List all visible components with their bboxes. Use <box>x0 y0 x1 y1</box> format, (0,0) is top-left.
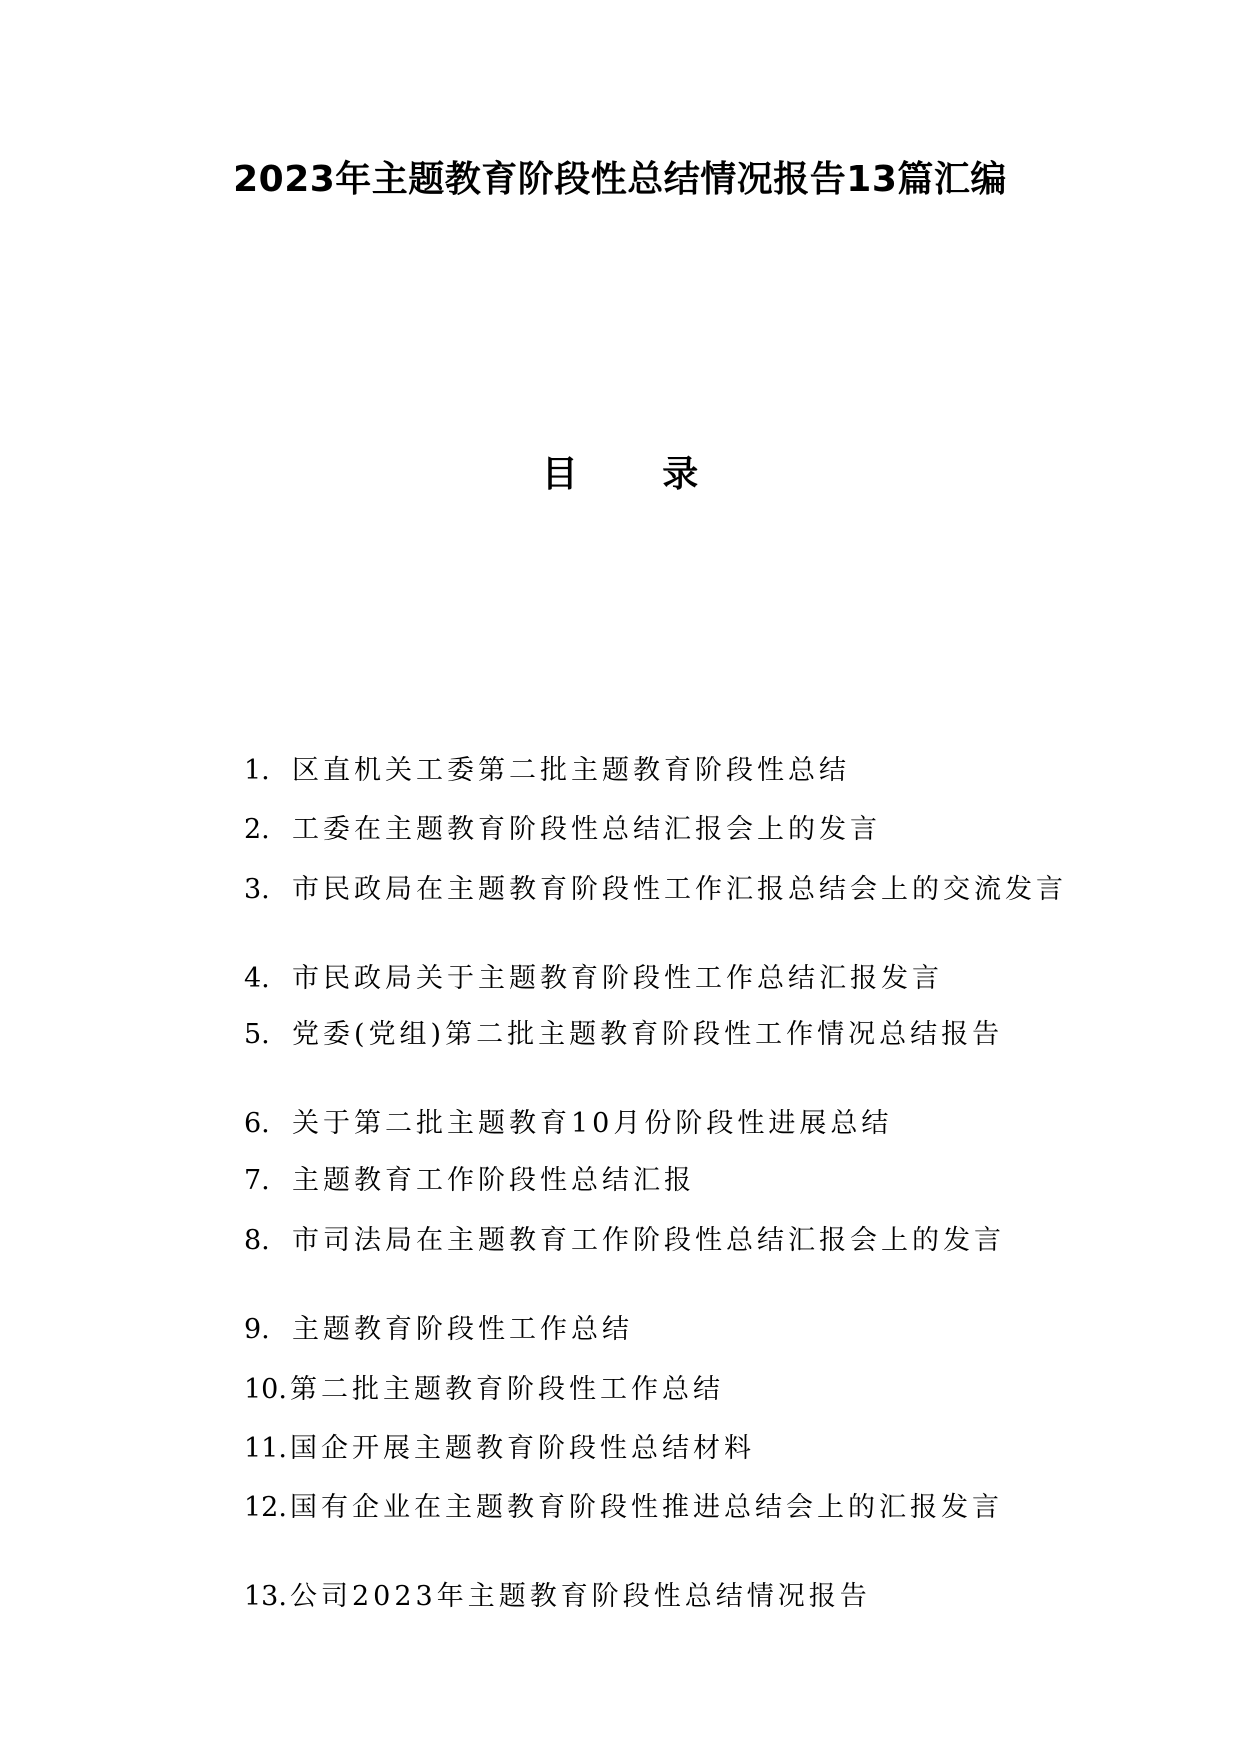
toc-item[interactable] <box>244 1103 1144 1145</box>
toc-item-title: 工委在主题教育阶段性总结汇报会上的发言 <box>292 814 881 845</box>
toc-item-number: 2. <box>244 814 270 845</box>
toc-item-number: 9. <box>244 1314 270 1345</box>
toc-heading: 目 录 <box>541 454 735 495</box>
document-title: 2023年主题教育阶段性总结情况报告13篇汇编 <box>233 159 1007 200</box>
toc-item-title: 公司2023年主题教育阶段性总结情况报告 <box>290 1581 871 1612</box>
toc-item[interactable] <box>244 1487 1144 1529</box>
toc-item-title: 市司法局在主题教育工作阶段性总结汇报会上的发言 <box>292 1225 1005 1256</box>
toc-item-number: 7. <box>244 1165 270 1196</box>
toc-item-title: 党委(党组)第二批主题教育阶段性工作情况总结报告 <box>292 1019 1004 1050</box>
toc-item[interactable] <box>244 869 1144 911</box>
toc-item-title: 区直机关工委第二批主题教育阶段性总结 <box>292 755 850 786</box>
toc-item[interactable] <box>244 750 1144 792</box>
toc-item-title: 关于第二批主题教育10月份阶段性进展总结 <box>292 1108 893 1139</box>
toc-item-number: 1. <box>244 755 270 786</box>
toc-item[interactable] <box>244 1369 1144 1411</box>
toc-item[interactable] <box>244 958 1144 1000</box>
toc-item-number: 11. <box>244 1433 287 1464</box>
toc-item-number: 13. <box>244 1581 287 1612</box>
toc-item[interactable] <box>244 809 1144 851</box>
toc-item[interactable] <box>244 1220 1144 1262</box>
toc-item-number: 3. <box>244 874 270 905</box>
toc-item-number: 12. <box>244 1492 287 1523</box>
toc-item-title: 市民政局关于主题教育阶段性工作总结汇报发言 <box>292 963 943 994</box>
toc-item-title: 国企开展主题教育阶段性总结材料 <box>290 1433 755 1464</box>
toc-item-title: 第二批主题教育阶段性工作总结 <box>290 1374 724 1405</box>
toc-item-number: 4. <box>244 963 270 994</box>
toc-item-number: 8. <box>244 1225 270 1256</box>
toc-item-title: 市民政局在主题教育阶段性工作汇报总结会上的交流发言 <box>292 874 1067 905</box>
toc-item[interactable] <box>244 1576 1144 1618</box>
toc-item[interactable] <box>244 1160 1144 1202</box>
toc-item-number: 10. <box>244 1374 287 1405</box>
toc-item[interactable] <box>244 1309 1144 1351</box>
toc-item-title: 国有企业在主题教育阶段性推进总结会上的汇报发言 <box>290 1492 1003 1523</box>
toc-item-title: 主题教育工作阶段性总结汇报 <box>292 1165 695 1196</box>
toc-item[interactable] <box>244 1428 1144 1470</box>
toc-item-title: 主题教育阶段性工作总结 <box>292 1314 633 1345</box>
toc-item[interactable] <box>244 1014 1144 1056</box>
toc-item-number: 5. <box>244 1019 270 1050</box>
toc-item-number: 6. <box>244 1108 270 1139</box>
